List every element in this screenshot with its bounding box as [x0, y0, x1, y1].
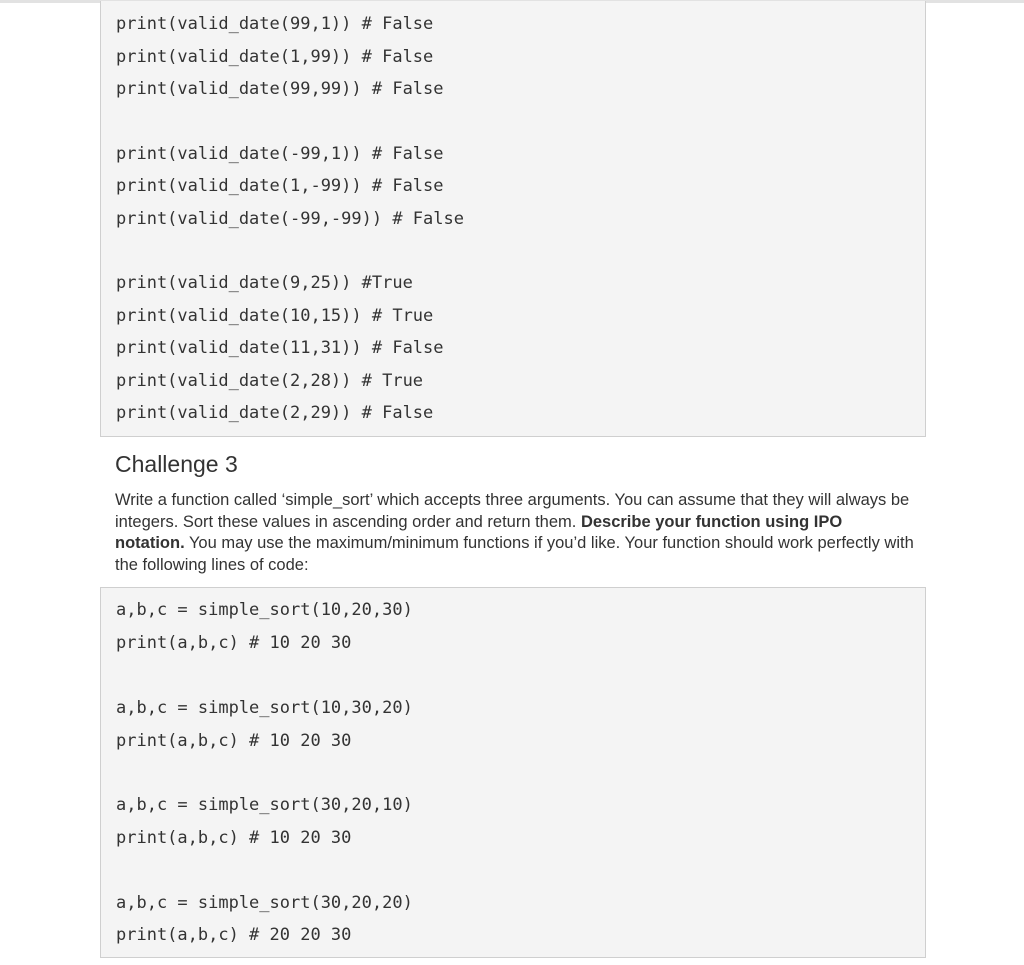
code-line: print(a,b,c) # 10 20 30: [116, 731, 352, 751]
challenge-description: [115, 490, 915, 576]
code-line: print(valid_date(1,-99)) # False: [116, 176, 444, 196]
code-line: print(valid_date(1,99)) # False: [116, 47, 434, 67]
code-line: print(valid_date(-99,-99)) # False: [116, 209, 464, 229]
challenge-text-part-2: You may use the maximum/minimum functions if you’d like. Your function should work perfectly with the following lines of code:: [115, 534, 914, 574]
code-line: print(a,b,c) # 20 20 30: [116, 925, 352, 945]
code-line: a,b,c = simple_sort(30,20,10): [116, 795, 413, 815]
code-line: print(valid_date(99,1)) # False: [116, 14, 434, 34]
code-block-valid-date-tests: [100, 1, 926, 437]
code-line: print(valid_date(11,31)) # False: [116, 338, 444, 358]
code-line: print(valid_date(2,28)) # True: [116, 371, 424, 391]
code-line: print(a,b,c) # 10 20 30: [116, 633, 352, 653]
code-line: a,b,c = simple_sort(30,20,20): [116, 893, 413, 913]
code-line: a,b,c = simple_sort(10,30,20): [116, 698, 413, 718]
challenge-text-part-1: Write a function called ‘simple_sort’ which accepts three arguments. You can assume that they will always be integers. Sort these values in ascending order and return them.: [115, 491, 910, 531]
code-block-simple-sort-tests: [100, 587, 926, 958]
code-line: print(valid_date(99,99)) # False: [116, 79, 444, 99]
challenge-text-bold: Describe your function using IPO notation.: [115, 512, 843, 552]
code-line: print(valid_date(2,29)) # False: [116, 403, 434, 423]
code-line: print(a,b,c) # 10 20 30: [116, 828, 352, 848]
code-line: print(valid_date(-99,1)) # False: [116, 144, 444, 164]
challenge-title: Challenge 3: [115, 451, 238, 477]
code-line: print(valid_date(10,15)) # True: [116, 306, 434, 326]
code-line: print(valid_date(9,25)) #True: [116, 273, 413, 293]
code-line: a,b,c = simple_sort(10,20,30): [116, 600, 413, 620]
